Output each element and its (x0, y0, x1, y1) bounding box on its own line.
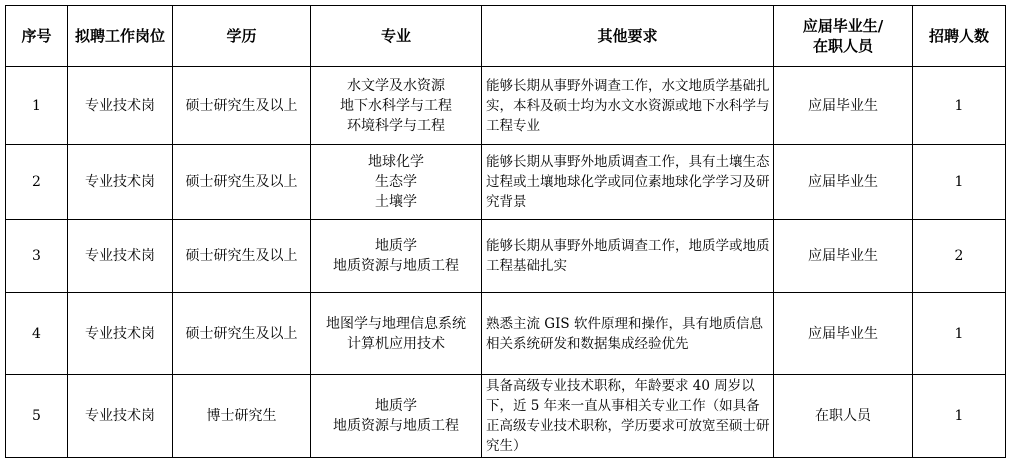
cell-index: 5 (6, 375, 68, 458)
cell-index: 3 (6, 220, 68, 293)
header-index: 序号 (6, 6, 68, 67)
cell-position: 专业技术岗 (68, 375, 173, 458)
cell-count: 2 (913, 220, 1006, 293)
recruitment-table (5, 5, 1006, 458)
cell-education: 硕士研究生及以上 (173, 293, 311, 375)
cell-status: 应届毕业生 (774, 293, 913, 375)
cell-major: 地质学 地质资源与地质工程 (311, 220, 482, 293)
cell-count: 1 (913, 145, 1006, 220)
header-status: 应届毕业生/ 在职人员 (774, 6, 913, 67)
cell-status: 应届毕业生 (774, 220, 913, 293)
cell-education: 硕士研究生及以上 (173, 145, 311, 220)
header-major: 专业 (311, 6, 482, 67)
cell-major: 地球化学 生态学 土壤学 (311, 145, 482, 220)
cell-requirements: 具备高级专业技术职称，年龄要求 40 周岁以下，近 5 年来一直从事相关专业工作（如具备正高级专业技术职称，学历要求可放宽至硕士研究生） (482, 375, 774, 458)
cell-requirements: 能够长期从事野外地质调查工作，地质学或地质工程基础扎实 (482, 220, 774, 293)
cell-requirements: 熟悉主流 GIS 软件原理和操作，具有地质信息相关系统研发和数据集成经验优先 (482, 293, 774, 375)
table-row (6, 293, 1006, 375)
cell-major: 水文学及水资源 地下水科学与工程 环境科学与工程 (311, 67, 482, 145)
table-header (6, 6, 1006, 67)
cell-education: 硕士研究生及以上 (173, 67, 311, 145)
header-count: 招聘人数 (913, 6, 1006, 67)
cell-education: 博士研究生 (173, 375, 311, 458)
cell-position: 专业技术岗 (68, 293, 173, 375)
cell-position: 专业技术岗 (68, 220, 173, 293)
cell-requirements: 能够长期从事野外地质调查工作，具有土壤生态过程或土壤地球化学或同位素地球化学学习及研究背景 (482, 145, 774, 220)
cell-index: 4 (6, 293, 68, 375)
header-education: 学历 (173, 6, 311, 67)
cell-count: 1 (913, 67, 1006, 145)
cell-major: 地图学与地理信息系统 计算机应用技术 (311, 293, 482, 375)
table-row (6, 375, 1006, 458)
cell-position: 专业技术岗 (68, 67, 173, 145)
cell-count: 1 (913, 375, 1006, 458)
cell-count: 1 (913, 293, 1006, 375)
cell-requirements: 能够长期从事野外调查工作，水文地质学基础扎实，本科及硕士均为水文水资源或地下水科学与工程专业 (482, 67, 774, 145)
table-row (6, 67, 1006, 145)
cell-status: 在职人员 (774, 375, 913, 458)
cell-status: 应届毕业生 (774, 145, 913, 220)
cell-status: 应届毕业生 (774, 67, 913, 145)
cell-position: 专业技术岗 (68, 145, 173, 220)
cell-index: 2 (6, 145, 68, 220)
cell-major: 地质学 地质资源与地质工程 (311, 375, 482, 458)
cell-index: 1 (6, 67, 68, 145)
table-body (6, 67, 1006, 458)
cell-education: 硕士研究生及以上 (173, 220, 311, 293)
header-requirements: 其他要求 (482, 6, 774, 67)
header-position: 拟聘工作岗位 (68, 6, 173, 67)
table-row (6, 220, 1006, 293)
table-row (6, 145, 1006, 220)
